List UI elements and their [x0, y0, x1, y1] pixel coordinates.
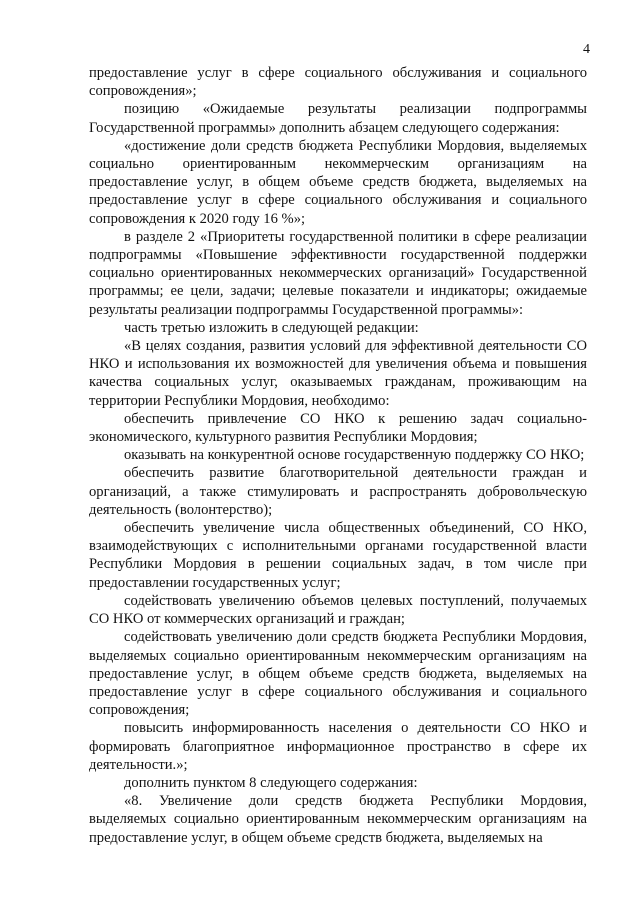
paragraph-part-three: часть третью изложить в следующей редакции: — [124, 319, 419, 336]
list-item-budget-share: содействовать увеличению доли средств бюджета Республики Мордовия, выделяемых социально ориентированным некоммерческим организациям на предоставление услуг, в общем объеме средств бюджета, выделяемых на предоставление услуг в сфере социального обслуживания и социального сопровождения; — [89, 629, 587, 719]
paragraph-expected-results-position: позицию «Ожидаемые результаты реализации подпрограммы Государственной программы» дополнить абзацем следующего содержания: — [89, 101, 587, 136]
document-body — [89, 64, 587, 847]
list-item-attract: обеспечить привлечение СО НКО к решению задач социально-экономического, культурного развития Республики Мордовия; — [89, 410, 587, 446]
list-item-increase-number: обеспечить увеличение числа общественных объединений, СО НКО, взаимодействующих с исполнительными органами государственной власти Республики Мордовия в решении социальных задач, в том числе при предоставлении государственных услуг; — [89, 520, 587, 591]
page-number: 4 — [583, 42, 590, 57]
list-item-support: оказывать на конкурентной основе государственную поддержку СО НКО; — [124, 447, 585, 464]
list-item-charity: обеспечить развитие благотворительной деятельности граждан и организаций, а также стимулировать и распространять добровольческую деятельность (волонтерство); — [89, 465, 587, 518]
list-item-awareness: повысить информированность населения о деятельности СО НКО и формировать благоприятное информационное пространство в сфере их деятельности.»; — [89, 720, 587, 773]
paragraph-continuation: предоставление услуг в сфере социального обслуживания и социального сопровождения»; — [89, 65, 587, 100]
paragraph-goals-intro: «В целях создания, развития условий для эффективной деятельности СО НКО и использования их возможностей для увеличения объема и повышения качества социальных услуг, оказываемых гражданам, проживающим на территории Республики Мордовия, необходимо: — [89, 338, 587, 409]
list-item-target-receipts: содействовать увеличению объемов целевых поступлений, получаемых СО НКО от коммерческих организаций и граждан; — [89, 592, 587, 628]
paragraph-add-point-8: дополнить пунктом 8 следующего содержания: — [124, 774, 418, 791]
paragraph-section-2: в разделе 2 «Приоритеты государственной политики в сфере реализации подпрограммы «Повышение эффективности государственной поддержки социально ориентированных некоммерческих организаций» Государственной программы; ее цели, задачи; целевые показатели и индикаторы; ожидаемые результаты реализации подпрограммы Государственной программы»: — [89, 228, 587, 318]
paragraph-point-8: «8. Увеличение доли средств бюджета Республики Мордовия, выделяемых социально ориентированным некоммерческим организациям на предоставление услуг, в общем объеме средств бюджета, выделяемых на — [89, 793, 587, 846]
paragraph-quoted-target-share: «достижение доли средств бюджета Республики Мордовия, выделяемых социально ориентированным некоммерческим организациям на предоставление услуг, в общем объеме средств бюджета, выделяемых на предоставление услуг в сфере социального обслуживания и социального сопровождения к 2020 году 16 %»; — [89, 137, 587, 227]
